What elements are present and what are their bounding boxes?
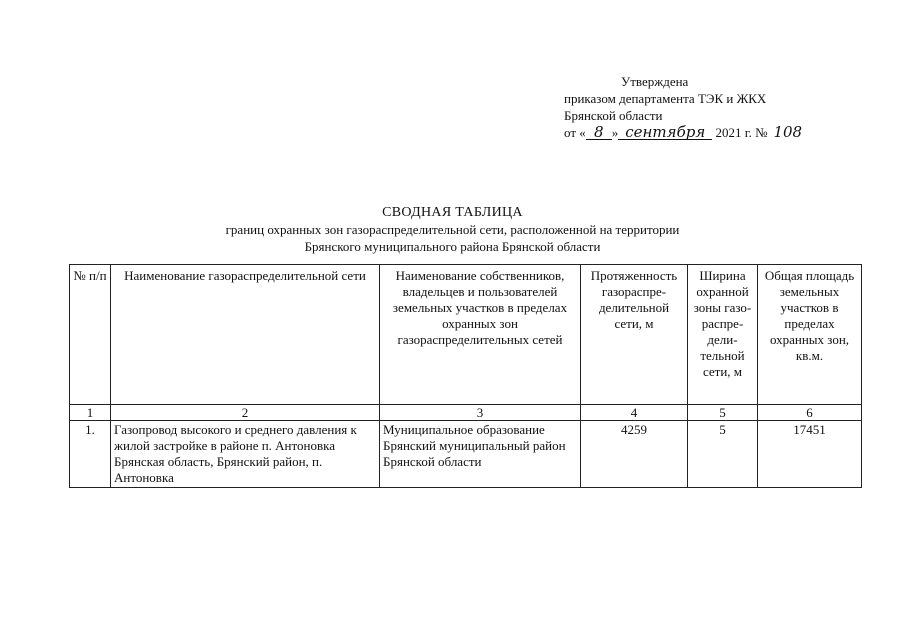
header-zone-width: Ширина охранной зоны газо-распре-дели-тельной сети, м bbox=[688, 265, 758, 405]
header-row bbox=[70, 265, 862, 405]
header-network-name: Наименование газораспределительной сети bbox=[111, 265, 380, 405]
date-day: 8 bbox=[586, 125, 612, 140]
total-area-cell: 17451 bbox=[758, 421, 862, 488]
zone-width-cell: 5 bbox=[688, 421, 758, 488]
summary-table bbox=[69, 264, 862, 488]
column-number: 2 bbox=[111, 405, 380, 421]
approval-date-line bbox=[564, 124, 805, 141]
document-subtitle-line2: Брянского муниципального района Брянской области bbox=[304, 239, 601, 254]
approval-title: Утверждена bbox=[621, 74, 689, 89]
owners-cell: Муниципальное образование Брянский муниципальный район Брянской области bbox=[380, 421, 581, 488]
column-number: 3 bbox=[380, 405, 581, 421]
network-name: Газопровод высокого и среднего давления к жилой застройке в районе п. Антоновка bbox=[114, 422, 357, 453]
header-length: Протяженность газораспре-делительной сети, м bbox=[581, 265, 688, 405]
network-location: Брянская область, Брянский район, п. Антоновка bbox=[114, 454, 323, 485]
approval-region-line: Брянской области bbox=[564, 108, 663, 123]
approval-order-line: приказом департамента ТЭК и ЖКХ bbox=[564, 91, 767, 106]
order-number: 108 bbox=[773, 123, 803, 141]
approval-block bbox=[564, 73, 805, 141]
header-owners: Наименование собственников, владельцев и пользователей земельных участков в пределах охранных зон газораспределительных сетей bbox=[380, 265, 581, 405]
date-month: сентября bbox=[618, 125, 712, 140]
table-row bbox=[70, 421, 862, 488]
header-total-area: Общая площадь земельных участков в пределах охранных зон, кв.м. bbox=[758, 265, 862, 405]
document-title: СВОДНАЯ ТАБЛИЦА bbox=[382, 205, 523, 220]
row-number: 1. bbox=[70, 421, 111, 488]
document-subtitle-line1: границ охранных зон газораспределительной сети, расположенной на территории bbox=[225, 222, 680, 237]
date-year: 2021 г. bbox=[715, 125, 752, 140]
header-number: № п/п bbox=[70, 265, 111, 405]
column-number: 4 bbox=[581, 405, 688, 421]
column-number: 1 bbox=[70, 405, 111, 421]
column-number: 6 bbox=[758, 405, 862, 421]
length-cell: 4259 bbox=[581, 421, 688, 488]
column-number-row bbox=[70, 405, 862, 421]
network-name-cell bbox=[111, 421, 380, 488]
date-prefix: от « bbox=[564, 125, 586, 140]
date-mid: » bbox=[611, 125, 619, 140]
column-number: 5 bbox=[688, 405, 758, 421]
number-sign: № bbox=[755, 125, 768, 140]
